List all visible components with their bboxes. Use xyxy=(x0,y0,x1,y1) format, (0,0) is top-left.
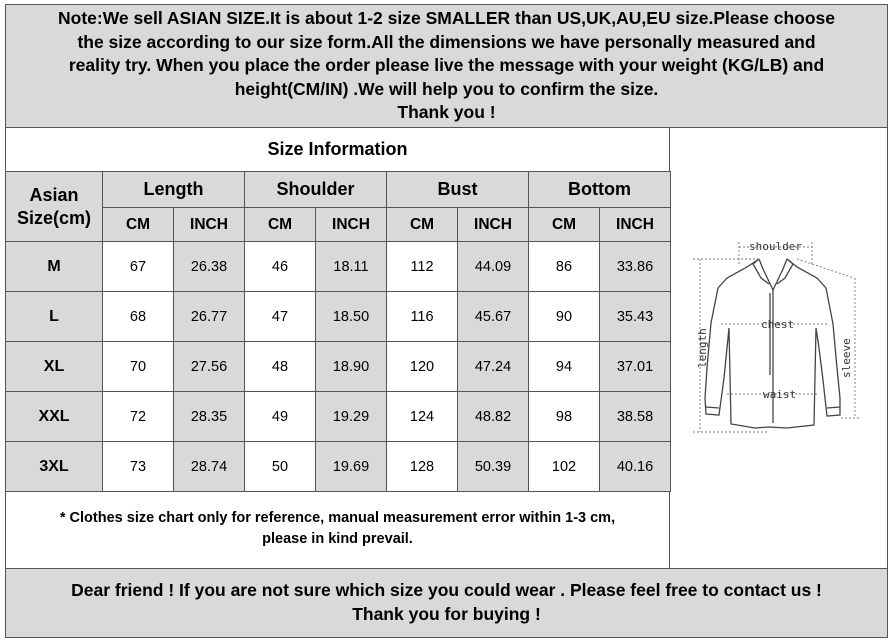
unit-header: INCH xyxy=(316,208,387,242)
unit-header: CM xyxy=(103,208,174,242)
unit-header: INCH xyxy=(174,208,245,242)
table-cell: 18.50 xyxy=(316,292,387,342)
table-cell: 26.77 xyxy=(174,292,245,342)
size-label: XL xyxy=(6,342,103,392)
table-cell: 67 xyxy=(103,242,174,292)
table-cell: 18.11 xyxy=(316,242,387,292)
shirt-outline xyxy=(705,259,840,428)
size-table xyxy=(5,171,671,492)
table-cell: 26.38 xyxy=(174,242,245,292)
unit-header: CM xyxy=(529,208,600,242)
table-cell: 102 xyxy=(529,442,600,492)
size-label: M xyxy=(6,242,103,292)
table-cell: 116 xyxy=(387,292,458,342)
group-header-length: Length xyxy=(103,172,245,208)
table-cell: 124 xyxy=(387,392,458,442)
size-label: XXL xyxy=(6,392,103,442)
table-cell: 38.58 xyxy=(600,392,671,442)
table-cell: 19.29 xyxy=(316,392,387,442)
top-note-line: the size according to our size form.All the dimensions we have personally measured and xyxy=(77,31,816,52)
label-chest: chest xyxy=(761,318,795,331)
table-cell: 28.74 xyxy=(174,442,245,492)
table-cell: 72 xyxy=(103,392,174,442)
table-cell: 98 xyxy=(529,392,600,442)
table-cell: 86 xyxy=(529,242,600,292)
unit-header: INCH xyxy=(600,208,671,242)
table-row xyxy=(6,342,671,392)
table-cell: 46 xyxy=(245,242,316,292)
table-cell: 112 xyxy=(387,242,458,292)
table-cell: 70 xyxy=(103,342,174,392)
table-cell: 50 xyxy=(245,442,316,492)
size-label: 3XL xyxy=(6,442,103,492)
table-cell: 90 xyxy=(529,292,600,342)
shirt-measurement-diagram xyxy=(669,128,888,569)
table-cell: 18.90 xyxy=(316,342,387,392)
label-length: length xyxy=(696,328,709,368)
table-row xyxy=(6,442,671,492)
table-cell: 45.67 xyxy=(458,292,529,342)
disclaimer-line: please in kind prevail. xyxy=(262,531,413,547)
table-cell: 48.82 xyxy=(458,392,529,442)
disclaimer xyxy=(5,491,670,569)
table-cell: 73 xyxy=(103,442,174,492)
asian-size-header xyxy=(6,172,103,242)
size-information-title: Size Information xyxy=(5,128,670,172)
table-cell: 27.56 xyxy=(174,342,245,392)
measurement-guides xyxy=(693,242,861,432)
group-header-shoulder: Shoulder xyxy=(245,172,387,208)
table-cell: 49 xyxy=(245,392,316,442)
top-note-line: Note:We sell ASIAN SIZE.It is about 1-2 size SMALLER than US,UK,AU,EU size.Please choose xyxy=(58,8,835,28)
top-note-line: Thank you ! xyxy=(397,102,496,123)
asian-size-header-line: Size(cm) xyxy=(16,207,92,228)
disclaimer-line: * Clothes size chart only for reference, manual measurement error within 1-3 cm, xyxy=(59,510,616,526)
unit-header: CM xyxy=(387,208,458,242)
asian-size-header-line: Asian xyxy=(29,184,79,205)
table-cell: 50.39 xyxy=(458,442,529,492)
table-cell: 128 xyxy=(387,442,458,492)
top-note-line: height(CM/IN) .We will help you to confirm the size. xyxy=(234,78,659,99)
table-row xyxy=(6,242,671,292)
table-cell: 44.09 xyxy=(458,242,529,292)
table-row xyxy=(6,392,671,442)
unit-header: INCH xyxy=(458,208,529,242)
table-cell: 48 xyxy=(245,342,316,392)
table-cell: 94 xyxy=(529,342,600,392)
group-header-bottom: Bottom xyxy=(529,172,671,208)
table-cell: 47.24 xyxy=(458,342,529,392)
table-cell: 120 xyxy=(387,342,458,392)
unit-header: CM xyxy=(245,208,316,242)
table-cell: 35.43 xyxy=(600,292,671,342)
label-sleeve: sleeve xyxy=(840,338,853,378)
table-unit-header-row xyxy=(6,208,671,242)
table-cell: 40.16 xyxy=(600,442,671,492)
bottom-note xyxy=(5,568,888,638)
table-group-header-row xyxy=(6,172,671,208)
label-shoulder: shoulder xyxy=(749,240,802,253)
size-label: L xyxy=(6,292,103,342)
table-cell: 47 xyxy=(245,292,316,342)
label-waist: waist xyxy=(763,388,797,401)
bottom-note-line: Thank you for buying ! xyxy=(352,604,541,624)
top-note-line: reality try. When you place the order please live the message with your weight (KG/LB) and xyxy=(68,55,825,76)
bottom-note-line: Dear friend ! If you are not sure which size you could wear . Please feel free to contact us ! xyxy=(71,580,822,600)
shirt-diagram-svg xyxy=(669,128,888,569)
table-cell: 19.69 xyxy=(316,442,387,492)
group-header-bust: Bust xyxy=(387,172,529,208)
table-row xyxy=(6,292,671,342)
table-cell: 28.35 xyxy=(174,392,245,442)
table-cell: 33.86 xyxy=(600,242,671,292)
table-cell: 68 xyxy=(103,292,174,342)
top-note xyxy=(5,4,888,128)
table-cell: 37.01 xyxy=(600,342,671,392)
